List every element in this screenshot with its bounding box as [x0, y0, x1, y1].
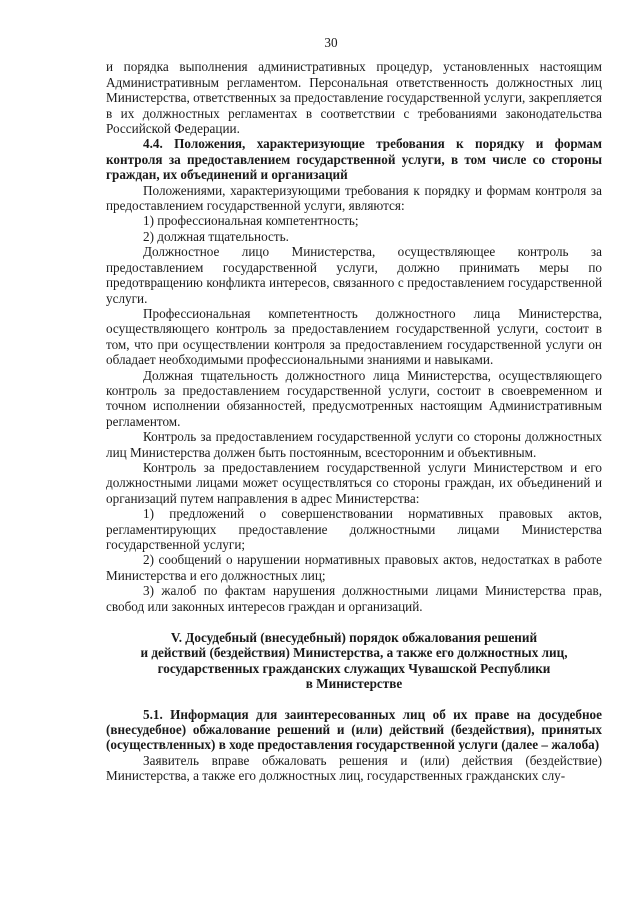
section-v-line-3: государственных гражданских служащих Чувашской Республики: [157, 660, 551, 676]
list2-item-2: 2) сообщений о нарушении нормативных правовых актов, недостатках в работе Министерства и его должностных лиц;: [106, 552, 602, 583]
section-v-line-1: V. Досудебный (внесудебный) порядок обжалования решений: [170, 630, 538, 646]
paragraph-6: Контроль за предоставлением государственной услуги Министерством и его должностными лицами может осуществляться со стороны граждан, их объединений и организаций путем направления в адрес Министерства:: [106, 459, 602, 506]
section-v-line-4: в Министерстве: [305, 676, 403, 692]
list2-item-3: 3) жалоб по фактам нарушения должностными лицами Министерства прав, свобод или законных интересов граждан и организаций.: [106, 583, 602, 614]
paragraph-3: Профессиональная компетентность должностного лица Министерства, осуществляющего контроль за предоставлением государственной услуги, состоит в том, что при осуществлении контроля за предоставлением государственной услуги он обладает необходимыми профессиональными знаниями и навыками.: [106, 305, 602, 368]
heading-5-1: 5.1. Информация для заинтересованных лиц об их праве на досудебное (внесудебное) обжалование решений и (или) действий (бездействия), принятых (осуществленных) в ходе предоставления государственной услуги (далее – жалоба): [106, 706, 602, 753]
page-number: 30: [324, 35, 338, 50]
list1-item-1: 1) профессиональная компетентность;: [143, 213, 359, 229]
paragraph-1: Положениями, характеризующими требования к порядку и формам контроля за предоставлением государственной услуги, являются:: [106, 182, 602, 214]
section-v-heading: [106, 630, 602, 692]
list2-item-1: 1) предложений о совершенствовании нормативных правовых актов, регламентирующих предоставление должностными лицами Министерства государственной услуги;: [106, 506, 602, 552]
paragraph-last: Заявитель вправе обжаловать решения и (или) действия (бездействие) Министерства, а также его должностных лиц, государственных гражданских слу-: [106, 752, 602, 784]
paragraph-2: Должностное лицо Министерства, осуществляющее контроль за предоставлением государственной услуги, должно принимать меры по предотвращению конфликта интересов, связанного с предоставлением государственной услуги.: [106, 244, 602, 306]
paragraph-top: и порядка выполнения административных процедур, установленных настоящим Административным регламентом. Персональная ответственность должностных лиц Министерства, ответственных за предоставление государственной услуги, закрепляется в их должностных регламентах в соответствии с требованиями законодательства Российской Федерации.: [106, 59, 602, 137]
section-v-line-2: и действий (бездействия) Министерства, а также его должностных лиц,: [140, 645, 568, 661]
paragraph-5: Контроль за предоставлением государственной услуги со стороны должностных лиц Министерства должен быть постоянным, всесторонним и объективным.: [106, 429, 602, 460]
list1-item-2: 2) должная тщательность.: [143, 228, 289, 244]
paragraph-4: Должная тщательность должностного лица Министерства, осуществляющего контроль за предоставлением государственной услуги, состоит в своевременном и точном исполнении обязанностей, предусмотренных настоящим Административным регламентом.: [106, 367, 602, 429]
heading-4-4: 4.4. Положения, характеризующие требования к порядку и формам контроля за предоставлением государственной услуги, в том числе со стороны граждан, их объединений и организаций: [106, 136, 602, 183]
